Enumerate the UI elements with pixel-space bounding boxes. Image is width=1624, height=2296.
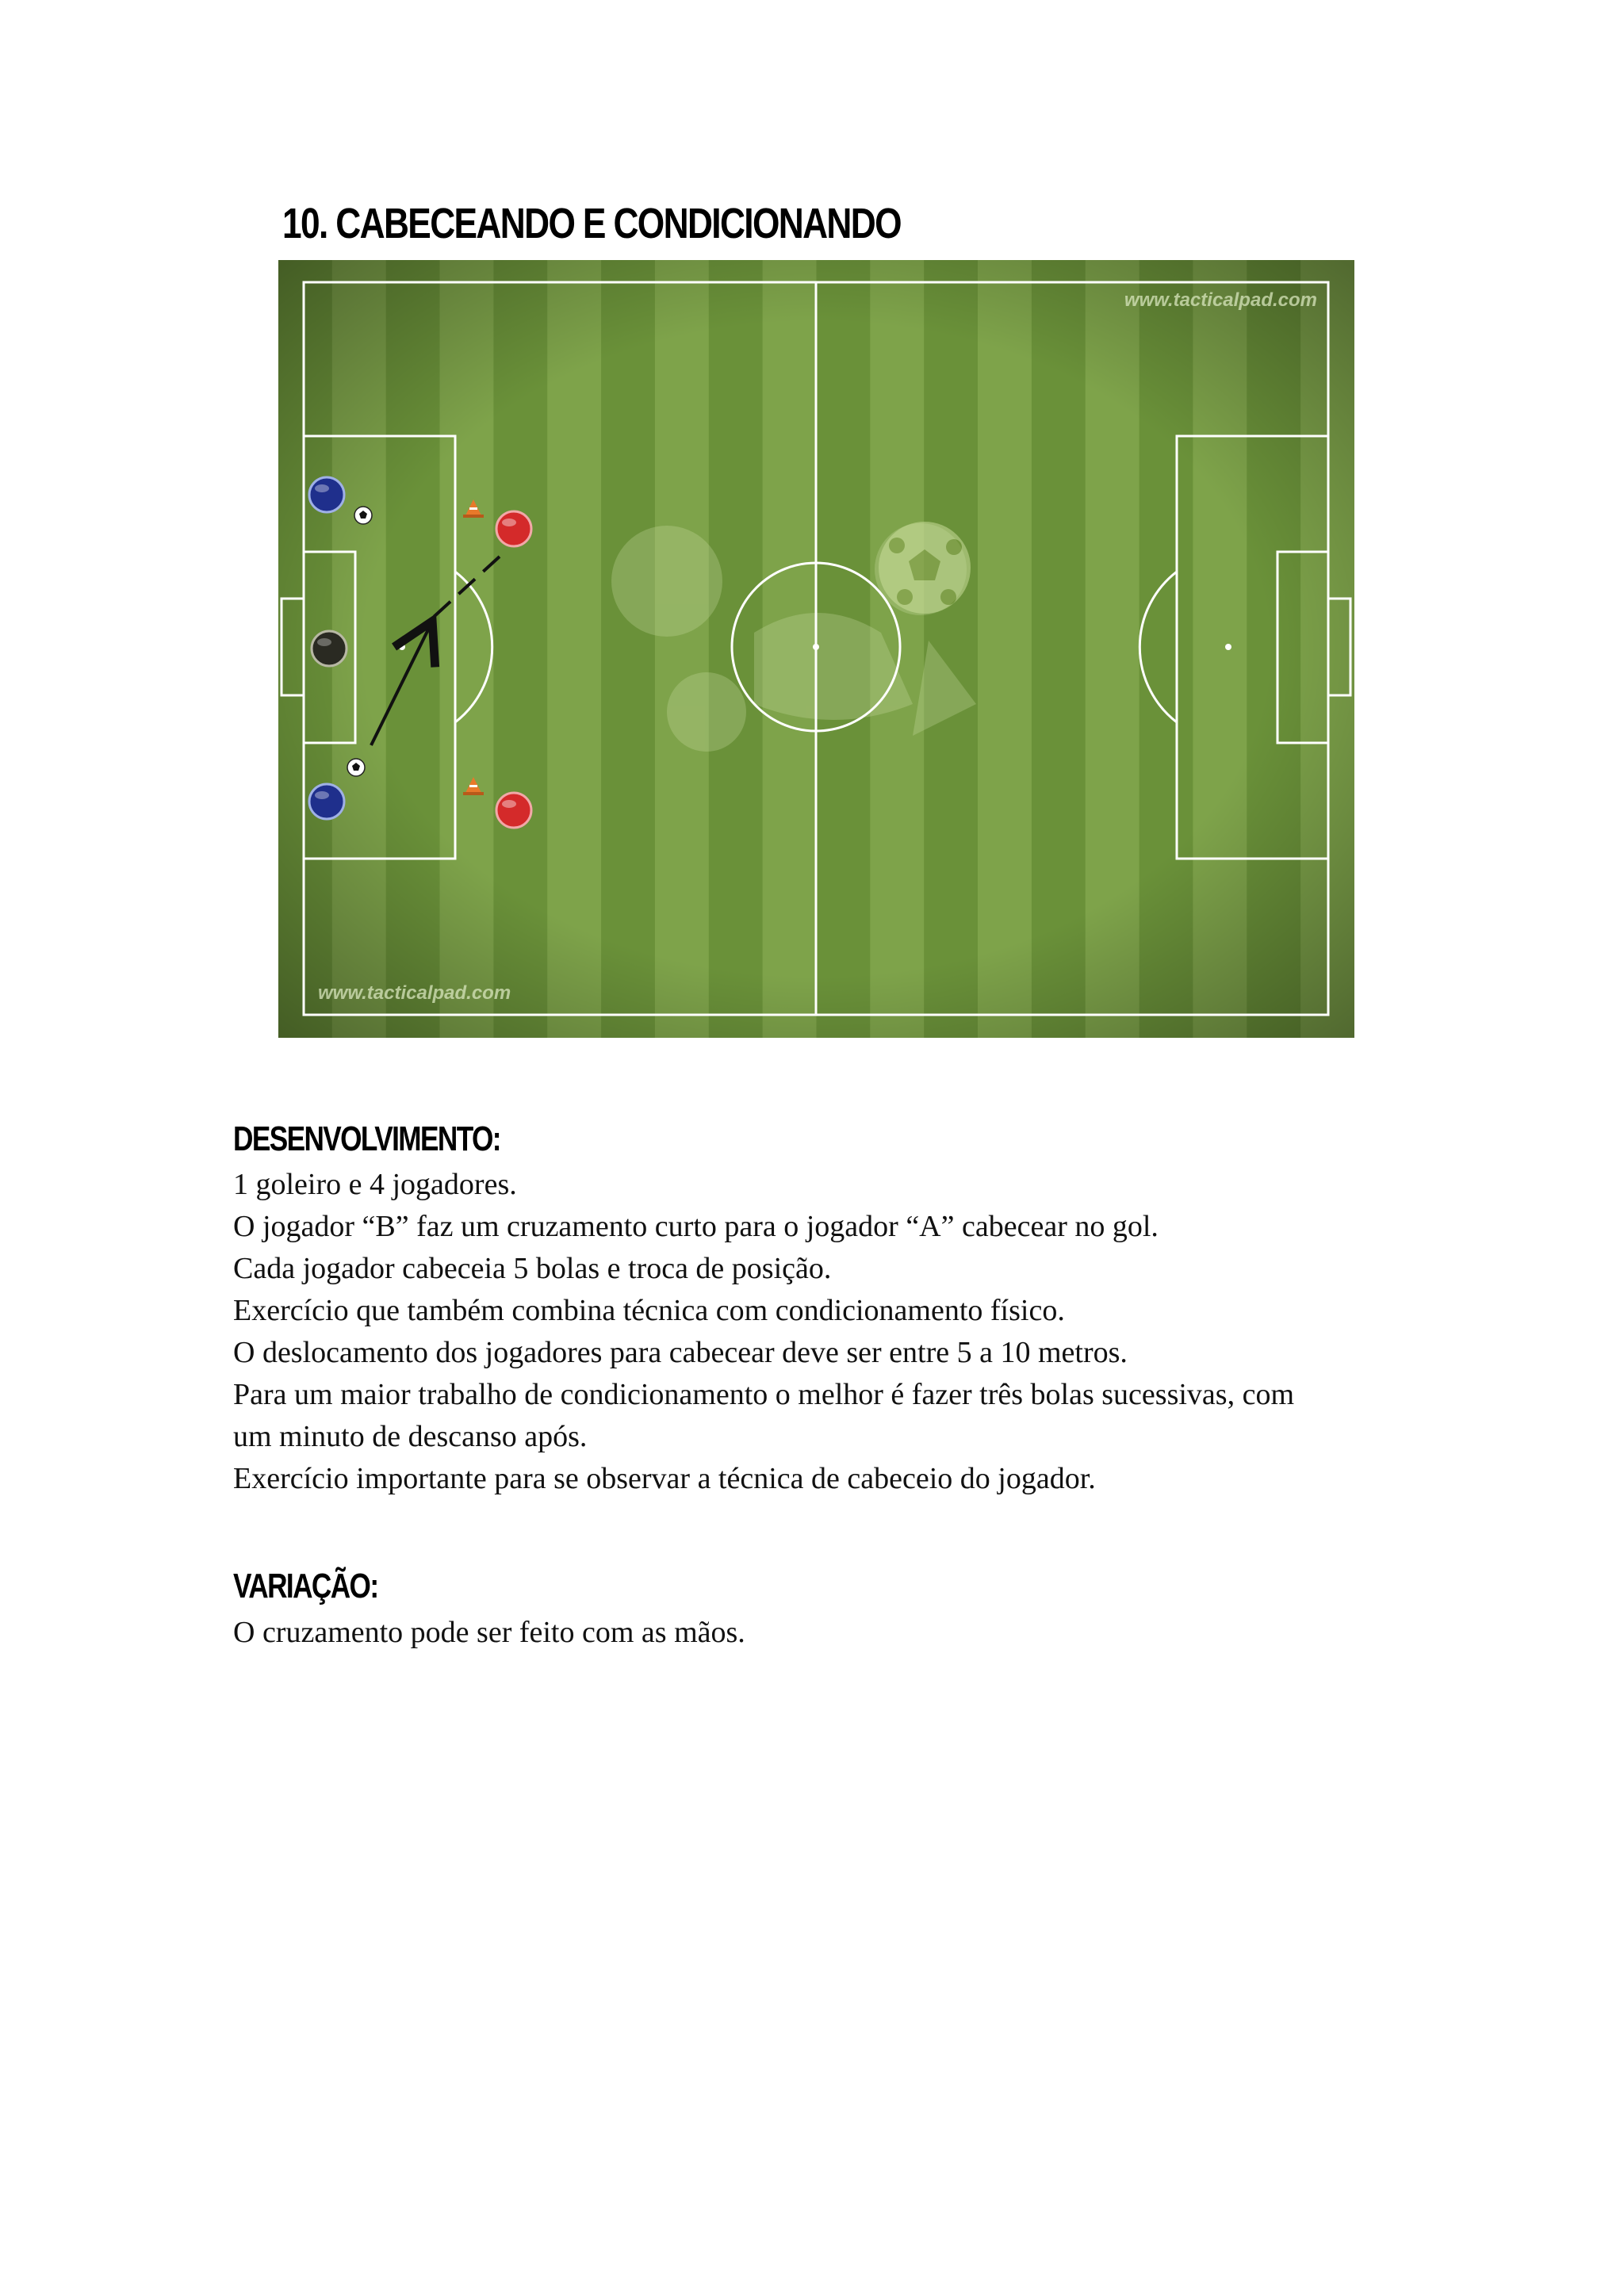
soccer-ball-icon (354, 507, 372, 524)
watermark-bottom: www.tacticalpad.com (318, 982, 511, 1004)
development-line: Cada jogador cabeceia 5 bolas e troca de posição. (233, 1252, 832, 1285)
variation-heading: VARIAÇÃO: (233, 1567, 378, 1605)
variation-text (233, 1612, 1423, 1654)
player-red-bottom (496, 793, 531, 828)
training-diagram (278, 260, 1354, 1038)
variation-line: O cruzamento pode ser feito com as mãos. (233, 1616, 745, 1649)
development-heading: DESENVOLVIMENTO: (233, 1119, 500, 1158)
development-text (233, 1164, 1423, 1500)
player-red-top (496, 511, 531, 546)
player-blue-bottom (309, 784, 344, 819)
player-blue-top (309, 477, 344, 512)
soccer-ball-watermark-icon (879, 522, 971, 614)
goalkeeper (312, 631, 347, 666)
development-line: Para um maior trabalho de condicionamento o melhor é fazer três bolas sucessivas, com (233, 1378, 1294, 1411)
development-line: O deslocamento dos jogadores para cabecear deve ser entre 5 a 10 metros. (233, 1336, 1128, 1369)
development-line: Exercício importante para se observar a técnica de cabeceio do jogador. (233, 1462, 1096, 1495)
soccer-ball-icon (347, 759, 365, 776)
development-line: um minuto de descanso após. (233, 1420, 588, 1453)
page-title: 10. CABECEANDO E CONDICIONANDO (282, 200, 901, 247)
development-line: Exercício que também combina técnica com condicionamento físico. (233, 1294, 1065, 1327)
development-line: 1 goleiro e 4 jogadores. (233, 1168, 517, 1201)
watermark-top: www.tacticalpad.com (1124, 289, 1317, 311)
development-line: O jogador “B” faz um cruzamento curto para o jogador “A” cabecear no gol. (233, 1210, 1159, 1243)
